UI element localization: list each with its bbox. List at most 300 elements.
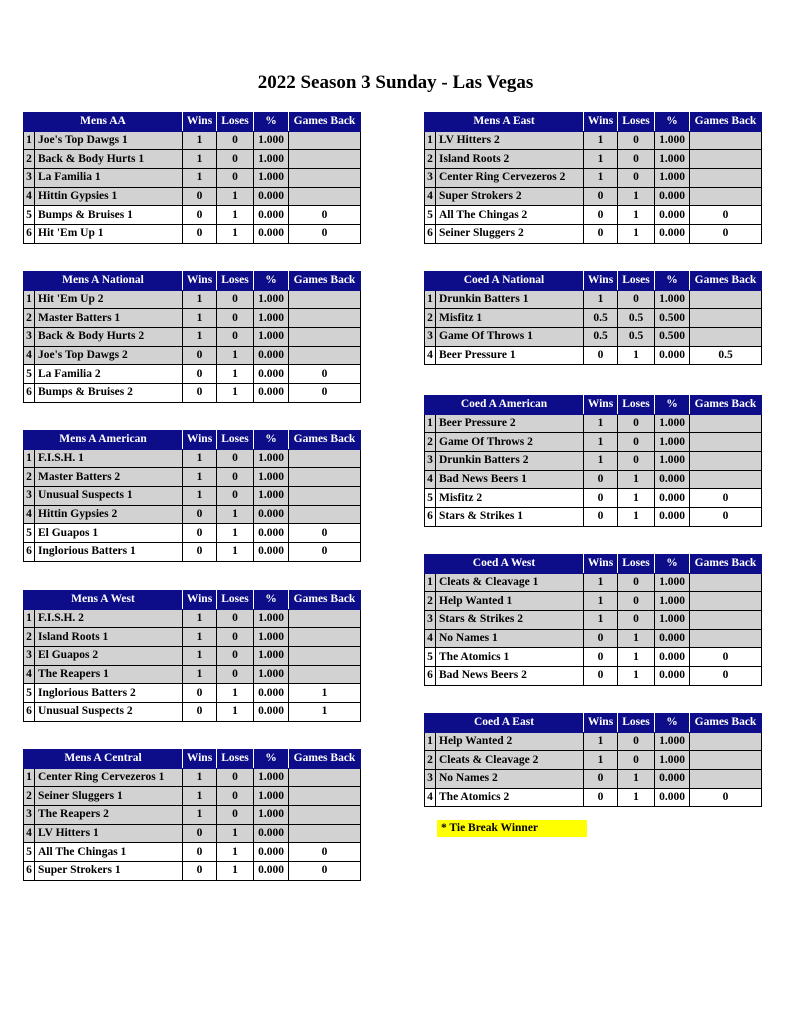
- table-row: [24, 843, 361, 862]
- column-header: Games Back: [289, 113, 361, 132]
- loses-cell: 0: [217, 487, 254, 506]
- loses-cell: 0: [217, 768, 254, 787]
- pct-cell: 1.000: [254, 647, 289, 666]
- pct-cell: 0.000: [655, 225, 690, 244]
- table-row: [24, 346, 361, 365]
- games-back-cell: 0: [289, 862, 361, 881]
- column-header: Games Back: [289, 431, 361, 450]
- division-name: Mens A West: [24, 591, 183, 610]
- games-back-cell: [690, 770, 762, 789]
- column-header: Loses: [618, 396, 655, 415]
- loses-cell: 0: [618, 732, 655, 751]
- table-row: [425, 131, 762, 150]
- table-row: [24, 187, 361, 206]
- loses-cell: 0: [217, 665, 254, 684]
- pct-cell: 1.000: [254, 150, 289, 169]
- rank-cell: 5: [24, 365, 35, 384]
- loses-cell: 0: [618, 452, 655, 471]
- games-back-cell: [289, 187, 361, 206]
- games-back-cell: [289, 150, 361, 169]
- wins-cell: 0: [584, 788, 618, 807]
- pct-cell: 1.000: [655, 573, 690, 592]
- rank-cell: 2: [24, 468, 35, 487]
- wins-cell: 0: [584, 187, 618, 206]
- rank-cell: 3: [24, 806, 35, 825]
- table-row: [425, 732, 762, 751]
- division-table: [23, 112, 361, 244]
- team-name: The Atomics 1: [436, 648, 584, 667]
- wins-cell: 0: [183, 843, 217, 862]
- division-header: [24, 272, 361, 291]
- column-header: Games Back: [289, 272, 361, 291]
- pct-cell: 1.000: [655, 414, 690, 433]
- pct-cell: 1.000: [254, 806, 289, 825]
- division-table: [23, 590, 361, 722]
- rank-cell: 5: [24, 684, 35, 703]
- team-name: Misfitz 2: [436, 489, 584, 508]
- loses-cell: 1: [217, 843, 254, 862]
- rank-cell: 1: [24, 768, 35, 787]
- loses-cell: 0: [618, 131, 655, 150]
- loses-cell: 0: [618, 592, 655, 611]
- table-row: [425, 433, 762, 452]
- rank-cell: 3: [24, 647, 35, 666]
- team-name: Joe's Top Dawgs 2: [35, 346, 183, 365]
- loses-cell: 1: [618, 629, 655, 648]
- division-header: [24, 750, 361, 769]
- team-name: Back & Body Hurts 1: [35, 150, 183, 169]
- wins-cell: 0: [183, 225, 217, 244]
- games-back-cell: [289, 665, 361, 684]
- wins-cell: 1: [183, 647, 217, 666]
- rank-cell: 5: [24, 524, 35, 543]
- pct-cell: 1.000: [655, 290, 690, 309]
- team-name: Cleats & Cleavage 1: [436, 573, 584, 592]
- table-row: [24, 665, 361, 684]
- games-back-cell: [289, 468, 361, 487]
- pct-cell: 0.000: [254, 346, 289, 365]
- rank-cell: 5: [425, 206, 436, 225]
- games-back-cell: 0: [289, 206, 361, 225]
- table-row: [24, 290, 361, 309]
- table-row: [425, 414, 762, 433]
- division-name: Coed A National: [425, 272, 584, 291]
- rank-cell: 6: [24, 862, 35, 881]
- wins-cell: 1: [183, 468, 217, 487]
- wins-cell: 1: [584, 592, 618, 611]
- games-back-cell: [289, 628, 361, 647]
- loses-cell: 1: [217, 384, 254, 403]
- division-header: [425, 272, 762, 291]
- wins-cell: 0: [584, 225, 618, 244]
- wins-cell: 0: [584, 206, 618, 225]
- pct-cell: 1.000: [254, 290, 289, 309]
- table-row: [24, 309, 361, 328]
- team-name: Center Ring Cervezeros 2: [436, 169, 584, 188]
- column-header: Wins: [584, 555, 618, 574]
- pct-cell: 0.000: [254, 206, 289, 225]
- table-row: [24, 131, 361, 150]
- team-name: The Atomics 2: [436, 788, 584, 807]
- table-row: [24, 684, 361, 703]
- division-table: [23, 749, 361, 881]
- team-name: La Familia 2: [35, 365, 183, 384]
- table-row: [24, 524, 361, 543]
- rank-cell: 4: [24, 665, 35, 684]
- column-header: Loses: [217, 750, 254, 769]
- wins-cell: 0: [183, 206, 217, 225]
- column-header: Loses: [217, 272, 254, 291]
- loses-cell: 0: [618, 573, 655, 592]
- wins-cell: 0: [183, 365, 217, 384]
- games-back-cell: [289, 768, 361, 787]
- games-back-cell: 0: [690, 225, 762, 244]
- team-name: Bad News Beers 2: [436, 667, 584, 686]
- games-back-cell: [690, 573, 762, 592]
- column-header: Wins: [584, 714, 618, 733]
- games-back-cell: [289, 346, 361, 365]
- rank-cell: 6: [24, 225, 35, 244]
- table-row: [425, 648, 762, 667]
- team-name: F.I.S.H. 2: [35, 609, 183, 628]
- rank-cell: 4: [425, 629, 436, 648]
- rank-cell: 6: [425, 225, 436, 244]
- pct-cell: 1.000: [254, 468, 289, 487]
- team-name: Drunkin Batters 2: [436, 452, 584, 471]
- wins-cell: 1: [584, 290, 618, 309]
- games-back-cell: [690, 751, 762, 770]
- team-name: El Guapos 1: [35, 524, 183, 543]
- column-header: Wins: [183, 591, 217, 610]
- rank-cell: 5: [24, 206, 35, 225]
- rank-cell: 5: [425, 489, 436, 508]
- wins-cell: 1: [183, 806, 217, 825]
- rank-cell: 1: [24, 131, 35, 150]
- games-back-cell: [289, 787, 361, 806]
- wins-cell: 1: [584, 452, 618, 471]
- wins-cell: 1: [584, 751, 618, 770]
- loses-cell: 0: [217, 806, 254, 825]
- team-name: All The Chingas 1: [35, 843, 183, 862]
- team-name: Hit 'Em Up 1: [35, 225, 183, 244]
- division-table: [424, 112, 762, 244]
- tie-break-note: * Tie Break Winner: [437, 820, 587, 837]
- loses-cell: 0: [618, 169, 655, 188]
- pct-cell: 0.000: [254, 703, 289, 722]
- team-name: Seiner Sluggers 1: [35, 787, 183, 806]
- loses-cell: 0: [217, 449, 254, 468]
- pct-cell: 0.000: [655, 788, 690, 807]
- column-header: %: [655, 714, 690, 733]
- games-back-cell: [289, 647, 361, 666]
- loses-cell: 0: [217, 328, 254, 347]
- pct-cell: 1.000: [254, 487, 289, 506]
- loses-cell: 1: [618, 667, 655, 686]
- rank-cell: 3: [24, 487, 35, 506]
- wins-cell: 1: [584, 150, 618, 169]
- pct-cell: 1.000: [254, 768, 289, 787]
- pct-cell: 0.000: [254, 684, 289, 703]
- rank-cell: 3: [425, 611, 436, 630]
- wins-cell: 1: [183, 169, 217, 188]
- column-header: Games Back: [690, 555, 762, 574]
- team-name: La Familia 1: [35, 169, 183, 188]
- games-back-cell: 0: [289, 225, 361, 244]
- pct-cell: 0.000: [655, 648, 690, 667]
- rank-cell: 2: [425, 150, 436, 169]
- rank-cell: 4: [425, 346, 436, 365]
- division-table: [424, 713, 762, 807]
- pct-cell: 1.000: [254, 665, 289, 684]
- page-title: 2022 Season 3 Sunday - Las Vegas: [257, 72, 534, 93]
- rank-cell: 2: [425, 751, 436, 770]
- pct-cell: 1.000: [655, 611, 690, 630]
- rank-cell: 4: [24, 505, 35, 524]
- table-row: [24, 703, 361, 722]
- games-back-cell: 1: [289, 684, 361, 703]
- games-back-cell: [289, 487, 361, 506]
- wins-cell: 1: [183, 609, 217, 628]
- pct-cell: 0.000: [254, 862, 289, 881]
- rank-cell: 3: [24, 169, 35, 188]
- team-name: Game Of Throws 1: [436, 328, 584, 347]
- team-name: Help Wanted 2: [436, 732, 584, 751]
- division-header: [425, 113, 762, 132]
- division-table: [23, 271, 361, 403]
- column-header: %: [655, 113, 690, 132]
- pct-cell: 1.000: [254, 609, 289, 628]
- games-back-cell: [289, 131, 361, 150]
- games-back-cell: 0: [289, 524, 361, 543]
- rank-cell: 1: [24, 609, 35, 628]
- table-row: [425, 452, 762, 471]
- column-header: Loses: [618, 272, 655, 291]
- team-name: Misfitz 1: [436, 309, 584, 328]
- team-name: Joe's Top Dawgs 1: [35, 131, 183, 150]
- loses-cell: 1: [217, 524, 254, 543]
- division-header: [425, 555, 762, 574]
- wins-cell: 0: [183, 543, 217, 562]
- table-row: [425, 788, 762, 807]
- wins-cell: 1: [584, 732, 618, 751]
- table-row: [425, 573, 762, 592]
- games-back-cell: 1: [289, 703, 361, 722]
- games-back-cell: [289, 449, 361, 468]
- games-back-cell: [289, 309, 361, 328]
- wins-cell: 0: [584, 648, 618, 667]
- games-back-cell: 0: [690, 648, 762, 667]
- wins-cell: 1: [584, 573, 618, 592]
- team-name: Game Of Throws 2: [436, 433, 584, 452]
- team-name: Inglorious Batters 2: [35, 684, 183, 703]
- pct-cell: 1.000: [254, 449, 289, 468]
- team-name: Beer Pressure 2: [436, 414, 584, 433]
- loses-cell: 1: [217, 365, 254, 384]
- team-name: F.I.S.H. 1: [35, 449, 183, 468]
- loses-cell: 0: [618, 414, 655, 433]
- wins-cell: 0.5: [584, 309, 618, 328]
- pct-cell: 0.000: [655, 629, 690, 648]
- table-row: [24, 505, 361, 524]
- rank-cell: 6: [24, 703, 35, 722]
- games-back-cell: 0: [690, 788, 762, 807]
- rank-cell: 2: [425, 309, 436, 328]
- team-name: Island Roots 2: [436, 150, 584, 169]
- division-name: Coed A East: [425, 714, 584, 733]
- rank-cell: 3: [24, 328, 35, 347]
- column-header: Wins: [584, 272, 618, 291]
- rank-cell: 1: [425, 732, 436, 751]
- wins-cell: 1: [584, 131, 618, 150]
- wins-cell: 1: [183, 768, 217, 787]
- table-row: [425, 489, 762, 508]
- column-header: Games Back: [289, 750, 361, 769]
- table-row: [24, 150, 361, 169]
- loses-cell: 0: [217, 150, 254, 169]
- rank-cell: 4: [24, 346, 35, 365]
- loses-cell: 0: [217, 131, 254, 150]
- games-back-cell: 0: [289, 843, 361, 862]
- loses-cell: 1: [217, 684, 254, 703]
- rank-cell: 5: [425, 648, 436, 667]
- table-row: [24, 824, 361, 843]
- loses-cell: 1: [618, 225, 655, 244]
- team-name: Island Roots 1: [35, 628, 183, 647]
- wins-cell: 1: [183, 665, 217, 684]
- wins-cell: 0: [183, 862, 217, 881]
- team-name: Drunkin Batters 1: [436, 290, 584, 309]
- loses-cell: 0: [618, 433, 655, 452]
- column-header: Wins: [183, 750, 217, 769]
- table-row: [24, 468, 361, 487]
- column-header: Loses: [217, 113, 254, 132]
- rank-cell: 4: [425, 788, 436, 807]
- games-back-cell: [690, 150, 762, 169]
- rank-cell: 1: [425, 290, 436, 309]
- pct-cell: 0.000: [655, 470, 690, 489]
- division-header: [24, 113, 361, 132]
- table-row: [24, 806, 361, 825]
- team-name: Cleats & Cleavage 2: [436, 751, 584, 770]
- rank-cell: 2: [425, 592, 436, 611]
- wins-cell: 1: [183, 787, 217, 806]
- wins-cell: 0: [183, 505, 217, 524]
- table-row: [24, 609, 361, 628]
- table-row: [425, 667, 762, 686]
- wins-cell: 1: [183, 328, 217, 347]
- loses-cell: 1: [217, 346, 254, 365]
- rank-cell: 6: [24, 543, 35, 562]
- pct-cell: 0.000: [655, 489, 690, 508]
- column-header: %: [254, 750, 289, 769]
- table-row: [24, 365, 361, 384]
- rank-cell: 6: [425, 667, 436, 686]
- loses-cell: 1: [217, 703, 254, 722]
- pct-cell: 1.000: [655, 433, 690, 452]
- team-name: Bumps & Bruises 1: [35, 206, 183, 225]
- games-back-cell: [289, 505, 361, 524]
- pct-cell: 1.000: [254, 309, 289, 328]
- column-header: Games Back: [690, 113, 762, 132]
- table-row: [24, 487, 361, 506]
- table-row: [425, 346, 762, 365]
- column-header: Loses: [217, 591, 254, 610]
- wins-cell: 1: [183, 449, 217, 468]
- team-name: No Names 2: [436, 770, 584, 789]
- games-back-cell: 0: [289, 543, 361, 562]
- rank-cell: 2: [24, 787, 35, 806]
- table-row: [24, 768, 361, 787]
- rank-cell: 5: [24, 843, 35, 862]
- rank-cell: 2: [24, 150, 35, 169]
- column-header: Wins: [183, 113, 217, 132]
- games-back-cell: [289, 169, 361, 188]
- games-back-cell: [690, 732, 762, 751]
- wins-cell: 0: [183, 187, 217, 206]
- team-name: LV Hitters 1: [35, 824, 183, 843]
- loses-cell: 0: [217, 290, 254, 309]
- pct-cell: 0.000: [254, 543, 289, 562]
- wins-cell: 1: [183, 150, 217, 169]
- pct-cell: 0.000: [254, 505, 289, 524]
- column-header: Games Back: [690, 714, 762, 733]
- wins-cell: 1: [183, 309, 217, 328]
- pct-cell: 0.000: [254, 843, 289, 862]
- pct-cell: 0.000: [655, 667, 690, 686]
- team-name: Bad News Beers 1: [436, 470, 584, 489]
- team-name: Bumps & Bruises 2: [35, 384, 183, 403]
- games-back-cell: 0: [690, 489, 762, 508]
- loses-cell: 1: [217, 225, 254, 244]
- team-name: Super Strokers 2: [436, 187, 584, 206]
- wins-cell: 1: [183, 628, 217, 647]
- column-header: Games Back: [289, 591, 361, 610]
- team-name: Help Wanted 1: [436, 592, 584, 611]
- wins-cell: 0: [183, 346, 217, 365]
- loses-cell: 1: [618, 648, 655, 667]
- column-header: %: [254, 431, 289, 450]
- table-row: [425, 592, 762, 611]
- pct-cell: 0.000: [254, 824, 289, 843]
- pct-cell: 1.000: [655, 452, 690, 471]
- loses-cell: 1: [217, 505, 254, 524]
- pct-cell: 1.000: [254, 169, 289, 188]
- pct-cell: 1.000: [254, 787, 289, 806]
- team-name: Back & Body Hurts 2: [35, 328, 183, 347]
- column-header: Loses: [217, 431, 254, 450]
- loses-cell: 0.5: [618, 309, 655, 328]
- games-back-cell: 0: [690, 667, 762, 686]
- column-header: %: [254, 591, 289, 610]
- wins-cell: 1: [584, 414, 618, 433]
- games-back-cell: [690, 131, 762, 150]
- team-name: Unusual Suspects 2: [35, 703, 183, 722]
- rank-cell: 1: [425, 573, 436, 592]
- table-row: [425, 629, 762, 648]
- rank-cell: 6: [24, 384, 35, 403]
- loses-cell: 1: [618, 346, 655, 365]
- column-header: %: [655, 555, 690, 574]
- pct-cell: 1.000: [655, 751, 690, 770]
- table-row: [425, 225, 762, 244]
- games-back-cell: [690, 592, 762, 611]
- pct-cell: 0.500: [655, 328, 690, 347]
- wins-cell: 0: [584, 489, 618, 508]
- column-header: Wins: [584, 396, 618, 415]
- pct-cell: 0.000: [655, 508, 690, 527]
- column-header: Loses: [618, 113, 655, 132]
- table-row: [24, 449, 361, 468]
